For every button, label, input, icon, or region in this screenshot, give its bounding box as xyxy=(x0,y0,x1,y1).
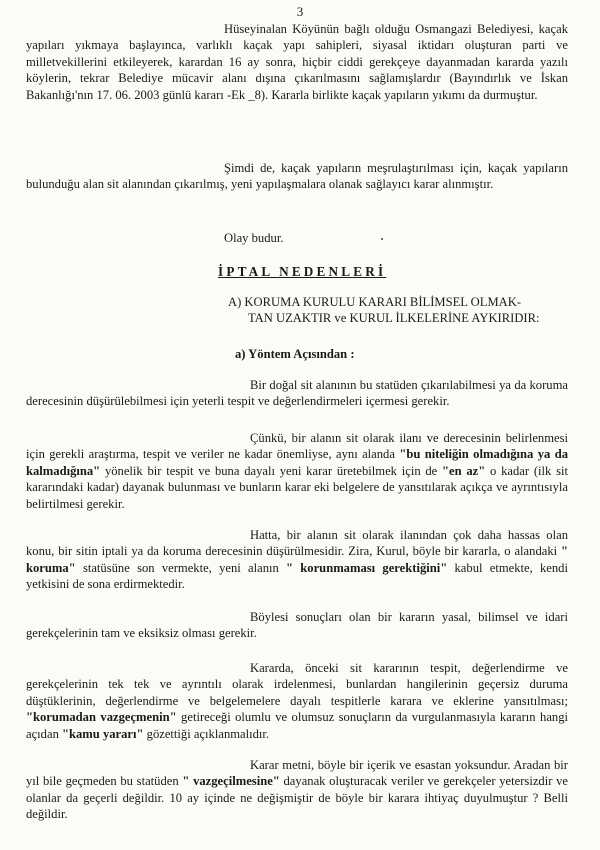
bold-phrase: " vazgeçilmesine" xyxy=(182,774,280,789)
page-number: 3 xyxy=(296,4,304,19)
section-title: İPTAL NEDENLERİ xyxy=(218,264,387,279)
bold-phrase: " korunmaması gerektiğini" xyxy=(286,560,448,575)
olay-budur: Olay budur. xyxy=(224,231,284,245)
paragraph-6: Böylesi sonuçları olan bir kararın yasal, bilimsel ve idari gerekçelerinin tam ve eksiksiz olması gerekir. xyxy=(26,610,568,641)
paragraph-1: Hüseyinalan Köyünün bağlı olduğu Osmangazi Belediyesi, kaçak yapıları yıkmaya başlayınca, varlıklı kaçak yapı sahipleri, siyasal iktidarı oluşturan parti ve milletvekillerini etkileyerek, karardan 16 ay sonra, hiçbir ciddi gerekçeye dayanmadan kararda yazılı köylerin, tekrar Belediye mücavir alanı dışına çıkarılmasını sağlamışlardır (Bayındırlık ve İskan Bakanlığı'nın 17. 06. 2003 günlü kararı -Ek _8). Kararla birlikte kaçak yapıların yıkımı da durmuştur. xyxy=(26,22,568,102)
paragraph-5: Hatta, bir alanın sit olarak ilanından çok daha hassas olan konu, bir sitin iptali ya da koruma derecesinin düşürülmesidir. Zira, Kurul, böyle bir kararla, o alandaki " koruma" statüsüne son vermekte, yeni alanın " korunmaması gerektiğini" kabul etmekte, kendi yetkisini de sona erdirmektedir. xyxy=(26,528,568,592)
stray-dot xyxy=(381,238,383,240)
subheading-a: a) Yöntem Açısından : xyxy=(235,347,355,361)
paragraph-3: Bir doğal sit alanının bu statüden çıkarılabilmesi ya da koruma derecesinin düşürülebilmesi için yeterli tespit ve değerlendirmeleri içermesi gerekir. xyxy=(26,378,568,409)
bold-phrase: " koruma" xyxy=(26,544,568,575)
paragraph-2: Şimdi de, kaçak yapıların meşrulaştırılması için, kaçak yapıların bulunduğu alan sit alanından çıkarılmış, yeni yapılaşmalara olanak sağlayıcı karar alınmıştır. xyxy=(26,161,568,192)
bold-phrase: "kamu yararı" xyxy=(62,726,144,741)
heading-a-line1: A) KORUMA KURULU KARARI BİLİMSEL OLMAK- xyxy=(228,295,522,309)
bold-phrase: "bu niteliğin olmadığına ya da kalmadığına" xyxy=(26,447,568,478)
paragraph-4: Çünkü, bir alanın sit olarak ilanı ve derecesinin belirlenmesi için gerekli araştırma, tespit ve veriler ne kadar önemliyse, aynı alanda "bu niteliğin olmadığına ya da kalmadığına" yönelik bir tespit ve buna dayalı yeni karar üretebilmek için de "en az" o kadar (ilk sit kararındaki kadar) dayanak bulunması ve bunların karar eki belgelere de yansıtılarak açıkça ve ayrıntısıyla belirtilmesi gerekir. xyxy=(26,431,568,511)
paragraph-8: Karar metni, böyle bir içerik ve esastan yoksundur. Aradan bir yıl bile geçmeden bu statüden " vazgeçilmesine" dayanak oluşturacak veriler ve gerekçeler yetersizdir ve olanlar da geçerli değildir. 10 ay içinde ne değişmiştir de böyle bir karara ihtiyaç duyulmuştur ? Belli değildir. xyxy=(26,758,569,822)
heading-a-line2: TAN UZAKTIR ve KURUL İLKELERİNE AYKIRIDIR: xyxy=(248,311,540,326)
bold-phrase: "en az" xyxy=(442,463,486,478)
bold-phrase: "korumadan vazgeçmenin" xyxy=(26,710,177,725)
heading-a xyxy=(228,294,540,327)
paragraph-7: Kararda, önceki sit kararının tespit, değerlendirme ve gerekçelerinin tek tek ve ayrıntılı olarak irdelenmesi, bunlardan hangilerinin geçersiz duruma düştüklerinin, değerlendirme ve belgelemelere dayalı tespitlerle karara ve eklerine yansıtılması; "korumadan vazgeçmenin" getireceği olumlu ve olumsuz sonuçların da vurgulanmasıyla kararın hangi açıdan "kamu yararı" gözettiği açıklanmalıdır. xyxy=(26,661,568,741)
